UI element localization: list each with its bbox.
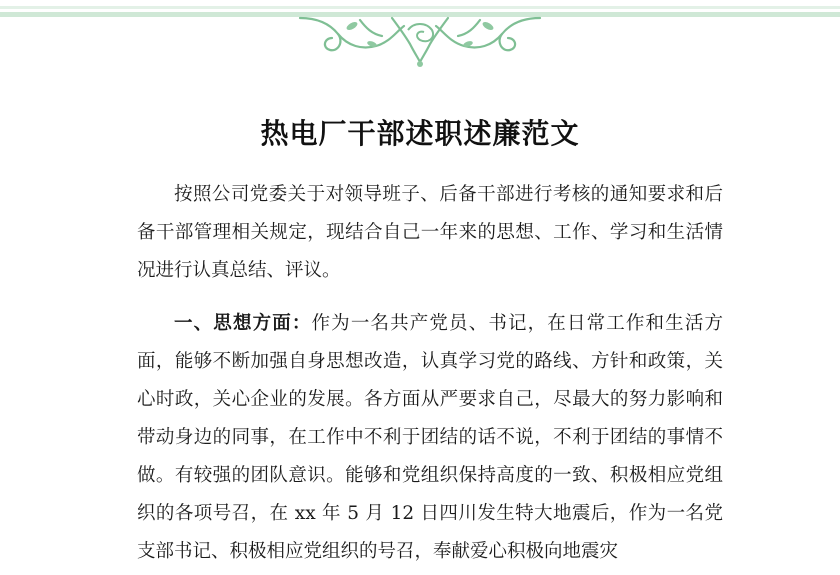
paragraph-intro-text: 按照公司党委关于对领导班子、后备干部进行考核的通知要求和后备干部管理相关规定，现结合自己一年来的思想、工作、学习和生活情况进行认真总结、评议。 bbox=[137, 184, 723, 281]
paragraph-intro bbox=[137, 176, 723, 290]
paragraph-ideology bbox=[137, 305, 723, 571]
paragraph-ideology-text: 作为一名共产党员、书记，在日常工作和生活方面，能够不断加强自身思想改造，认真学习党的路线、方针和政策，关心时政，关心企业的发展。各方面从严要求自己，尽最大的努力影响和带动身边的同事，在工作中不利于团结的话不说，不利于团结的事情不做。有较强的团队意识。能够和党组织保持高度的一致、积极相应党组织的各项号召，在 xx 年 5 月 12 日四川发生特大地震后，作为一名党支部书记、积极相应党组织的号召，奉献爱心积极向地震灾 bbox=[137, 313, 723, 562]
page-title: 热电厂干部述职述廉范文 bbox=[260, 117, 580, 150]
scroll-flourish-icon bbox=[0, 0, 840, 70]
section-heading-ideology: 一、思想方面： bbox=[174, 313, 312, 334]
